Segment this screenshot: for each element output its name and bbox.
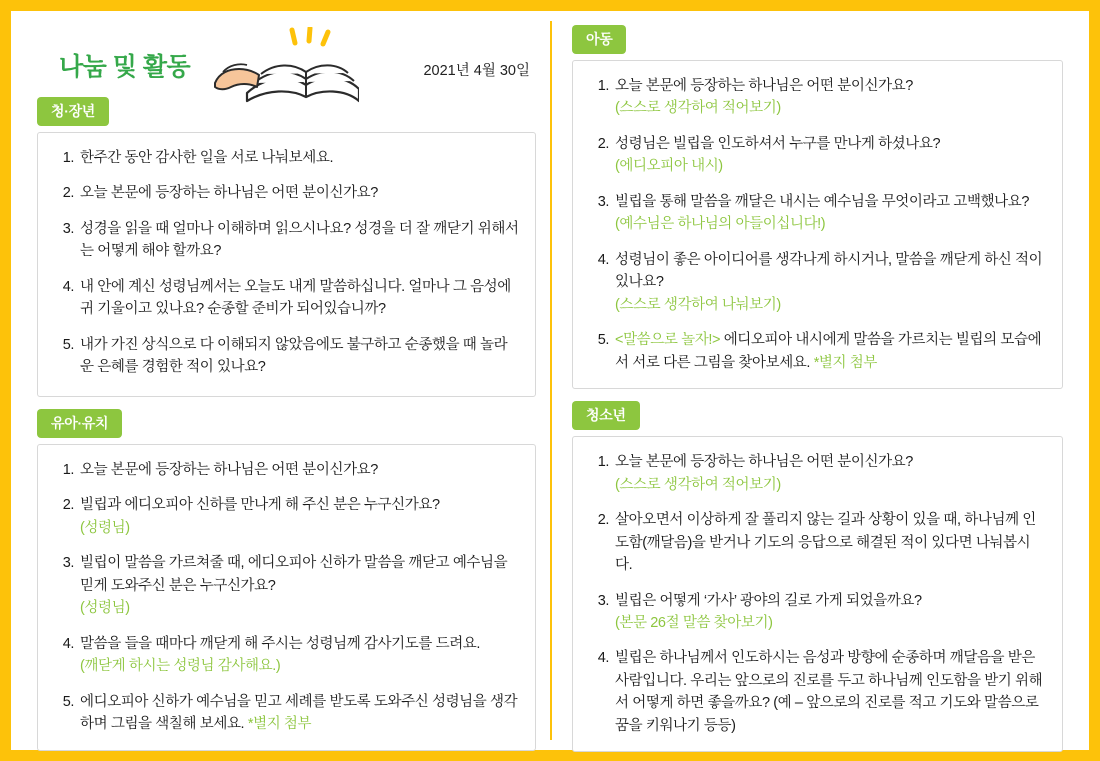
section-tag-teens: 청소년: [572, 401, 640, 430]
question-text: 빌립이 말씀을 가르쳐줄 때, 에디오피아 신하가 말씀을 깨닫고 예수님을 믿게 도와주신 분은 누구신가요?: [80, 555, 508, 594]
list-item: [587, 329, 1046, 374]
question-number: 2.: [62, 497, 74, 514]
question-text: 살아오면서 이상하게 잘 풀리지 않는 길과 상황이 있을 때, 하나님께 인도함(깨달음)을 받거나 기도의 응답으로 해결된 적이 있다면 나눠봅시다.: [615, 512, 1036, 574]
question-number: 3.: [62, 220, 74, 237]
question-card-youth-adult: [37, 132, 536, 397]
answer-text: (예수님은 하나님의 아들이십니다!): [615, 216, 826, 233]
list-item: [52, 552, 519, 619]
attachment-note: *별지 첨부: [247, 716, 312, 733]
section-tag-children: 아동: [572, 25, 626, 54]
question-number: 3.: [597, 193, 609, 210]
attachment-note: *별지 첨부: [813, 354, 877, 371]
list-item: [52, 633, 519, 678]
question-number: 1.: [597, 454, 609, 471]
page-inner: [11, 11, 1089, 750]
question-text: 성령님은 빌립을 인도하셔서 누구를 만나게 하셨나요?: [615, 135, 941, 152]
question-text: 에디오피아 신하가 예수님을 믿고 세례를 받도록 도와주신 성령님을 생각하며 그림을 색칠해 보세요.: [80, 693, 518, 733]
question-number: 3.: [62, 555, 74, 572]
question-number: 5.: [597, 332, 609, 349]
section-children: [572, 25, 1063, 389]
question-number: 5.: [62, 336, 74, 353]
question-number: 4.: [62, 635, 74, 652]
question-text: 빌립을 통해 말씀을 깨달은 내시는 예수님을 무엇이라고 고백했나요?: [615, 193, 1030, 210]
answer-text: (성령님): [80, 600, 130, 617]
list-item: [52, 147, 519, 169]
question-text: 말씀을 들을 때마다 깨닫게 해 주시는 성령님께 감사기도를 드려요.: [80, 635, 481, 652]
answer-text: (본문 26절 말씀 찾아보기): [615, 614, 773, 631]
question-list-youth-adult: [52, 147, 519, 379]
question-text: 오늘 본문에 등장하는 하나님은 어떤 분이신가요?: [80, 185, 378, 202]
question-text: 내가 가진 상식으로 다 이해되지 않았음에도 불구하고 순종했을 때 놀라운 은혜를 경험한 적이 있나요?: [80, 336, 508, 376]
list-item: [52, 691, 519, 736]
list-item: [52, 334, 519, 379]
list-item: [587, 133, 1046, 178]
section-teens: [572, 401, 1063, 752]
question-number: 4.: [597, 650, 609, 667]
question-number: 5.: [62, 693, 74, 710]
section-youth-adult: [37, 97, 536, 397]
question-card-children: [572, 60, 1063, 389]
question-list-teens: [587, 451, 1046, 737]
question-number: 2.: [597, 135, 609, 152]
question-text: 빌립과 에디오피아 신하를 만나게 해 주신 분은 누구신가요?: [80, 497, 440, 514]
question-number: 3.: [597, 592, 609, 609]
question-text: 빌립은 어떻게 ‘가사’ 광야의 길로 가게 되었을까요?: [615, 592, 922, 609]
left-column: [19, 17, 550, 744]
question-text: 오늘 본문에 등장하는 하나님은 어떤 분이신가요?: [80, 462, 378, 478]
question-list-infant-kindergarten: [52, 459, 519, 736]
list-item: [587, 249, 1046, 316]
question-text: 오늘 본문에 등장하는 하나님은 어떤 분이신가요?: [615, 454, 913, 471]
section-tag-youth-adult: 청·장년: [37, 97, 109, 126]
question-text: 성령님이 좋은 아이디어를 생각나게 하시거나, 말씀을 깨닫게 하신 적이 있나요?: [615, 251, 1043, 291]
section-tag-infant-kindergarten: 유아·유치: [37, 409, 122, 438]
answer-text: (성령님): [80, 519, 130, 536]
date-label: 2021년 4월 30일: [423, 63, 530, 79]
question-text: 빌립은 하나님께서 인도하시는 음성과 방향에 순종하며 깨달음을 받은 사람입니다. 우리는 앞으로의 진로를 두고 하나님께 인도함을 받기 위해서 어떻게 하면 좋을까요? (예 – 앞으로의 진로를 적고 기도와 말씀으로 꿈을 키워나기 등등): [615, 650, 1043, 734]
question-list-children: [587, 75, 1046, 374]
list-item: [52, 494, 519, 539]
list-item: [52, 459, 519, 481]
section-tag-wrap-children: [572, 25, 1063, 54]
answer-text: (스스로 생각하여 적어보기): [615, 476, 781, 493]
right-column: [550, 17, 1081, 744]
question-card-infant-kindergarten: [37, 444, 536, 751]
question-text: 내 안에 계신 성령님께서는 오늘도 내게 말씀하십니다. 얼마나 그 음성에 귀 기울이고 있나요? 순종할 준비가 되어있습니까?: [80, 278, 511, 318]
document-header: [37, 25, 536, 97]
list-item: [52, 218, 519, 263]
list-item: [587, 647, 1046, 737]
question-number: 1.: [62, 462, 74, 478]
answer-text: (깨닫게 하시는 성령님 감사해요.): [80, 658, 281, 675]
question-number: 4.: [597, 251, 609, 268]
answer-text: (스스로 생각하여 나눠보기): [615, 296, 781, 313]
answer-text: (에디오피아 내시): [615, 158, 723, 175]
question-number: 1.: [62, 150, 74, 166]
list-item: [52, 182, 519, 204]
question-text: 성경을 읽을 때 얼마나 이해하며 읽으시나요? 성경을 더 잘 깨닫기 위해서는 어떻게 해야 할까요?: [80, 220, 519, 260]
question-number: 2.: [62, 185, 74, 202]
list-item: [587, 509, 1046, 576]
page-title: 나눔 및 활동: [59, 53, 191, 81]
question-number: 2.: [597, 512, 609, 529]
list-item: [587, 590, 1046, 635]
question-text: 에디오피아 내시에게 말씀을 가르치는 빌립의 모습에서 서로 다른 그림을 찾아보세요.: [615, 332, 1042, 371]
question-card-teens: [572, 436, 1063, 752]
question-text: 오늘 본문에 등장하는 하나님은 어떤 분이신가요?: [615, 78, 913, 94]
section-tag-wrap-teens: [572, 401, 1063, 430]
activity-lead: <말씀으로 놀자!>: [615, 332, 721, 349]
list-item: [52, 276, 519, 321]
question-number: 1.: [597, 78, 609, 94]
open-book-icon: [209, 27, 359, 105]
list-item: [587, 75, 1046, 120]
question-text: 한주간 동안 감사한 일을 서로 나눠보세요.: [80, 150, 334, 166]
section-tag-wrap-infant: [37, 409, 536, 438]
list-item: [587, 191, 1046, 236]
question-number: 4.: [62, 278, 74, 295]
section-infant-kindergarten: [37, 409, 536, 751]
answer-text: (스스로 생각하여 적어보기): [615, 100, 781, 117]
list-item: [587, 451, 1046, 496]
